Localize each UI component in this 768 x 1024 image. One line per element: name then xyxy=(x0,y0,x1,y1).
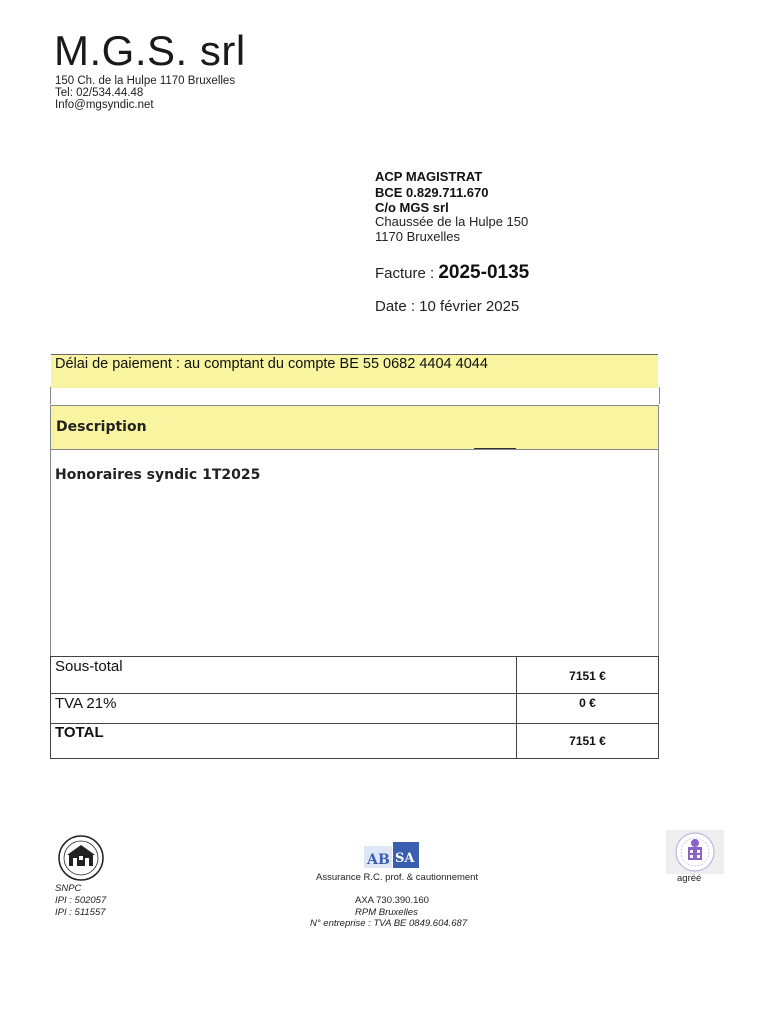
svg-text:A: A xyxy=(367,852,378,868)
company-vat-number: N° entreprise : TVA BE 0849.604.687 xyxy=(310,918,468,929)
snpc-label: SNPC xyxy=(55,883,82,894)
payment-terms-bar xyxy=(51,354,658,388)
ipi-number-1: IPI : 502057 xyxy=(55,895,107,906)
company-phone: Tel: 02/534.44.48 xyxy=(55,87,144,99)
recipient-care-of: C/o MGS srl xyxy=(375,200,449,215)
subtotal-row xyxy=(51,657,659,694)
snpc-seal-logo xyxy=(54,834,108,882)
total-row xyxy=(51,724,659,759)
totals-table xyxy=(50,656,659,759)
recipient-name: ACP MAGISTRAT xyxy=(375,169,483,184)
invoice-number: 2025-0135 xyxy=(438,262,530,283)
recipient-city: 1170 Bruxelles xyxy=(375,229,461,244)
insurance-logo xyxy=(364,842,420,870)
description-header xyxy=(50,405,659,450)
company-email: Info@mgsyndic.net xyxy=(55,99,154,111)
svg-text:B: B xyxy=(378,852,390,868)
ipi-number-2: IPI : 511557 xyxy=(55,907,106,918)
recipient-street: Chaussée de la Hulpe 150 xyxy=(375,214,529,229)
invoice-date: Date : 10 février 2025 xyxy=(375,298,520,315)
approved-label: agréé xyxy=(677,873,702,884)
approved-badge-logo xyxy=(666,830,724,874)
recipient-bce: BCE 0.829.711.670 xyxy=(375,185,489,200)
description-header-label: Description xyxy=(56,419,147,435)
subtotal-label: Sous-total xyxy=(51,657,517,694)
insurance-text: Assurance R.C. prof. & cautionnement xyxy=(316,872,479,883)
invoice-title xyxy=(375,262,529,284)
company-name: M.G.S. srl xyxy=(54,27,246,74)
vat-label: TVA 21% xyxy=(51,694,517,724)
company-address: 150 Ch. de la Hulpe 1170 Bruxelles xyxy=(55,75,236,87)
axa-policy: AXA 730.390.160 xyxy=(355,895,429,906)
invoice-label: Facture : xyxy=(375,265,439,282)
svg-text:SA: SA xyxy=(395,851,415,866)
description-body xyxy=(50,449,659,656)
total-label: TOTAL xyxy=(51,724,517,759)
spacer-row xyxy=(50,387,660,404)
line-item-description: Honoraires syndic 1T2025 xyxy=(55,467,261,483)
subtotal-value: 7151 € xyxy=(517,657,659,694)
vat-value: 0 € xyxy=(517,694,659,724)
vat-row xyxy=(51,694,659,724)
total-value: 7151 € xyxy=(517,724,659,759)
rpm-text: RPM Bruxelles xyxy=(355,907,418,918)
payment-terms-text: Délai de paiement : au comptant du compte BE 55 0682 4404 4044 xyxy=(55,356,488,372)
